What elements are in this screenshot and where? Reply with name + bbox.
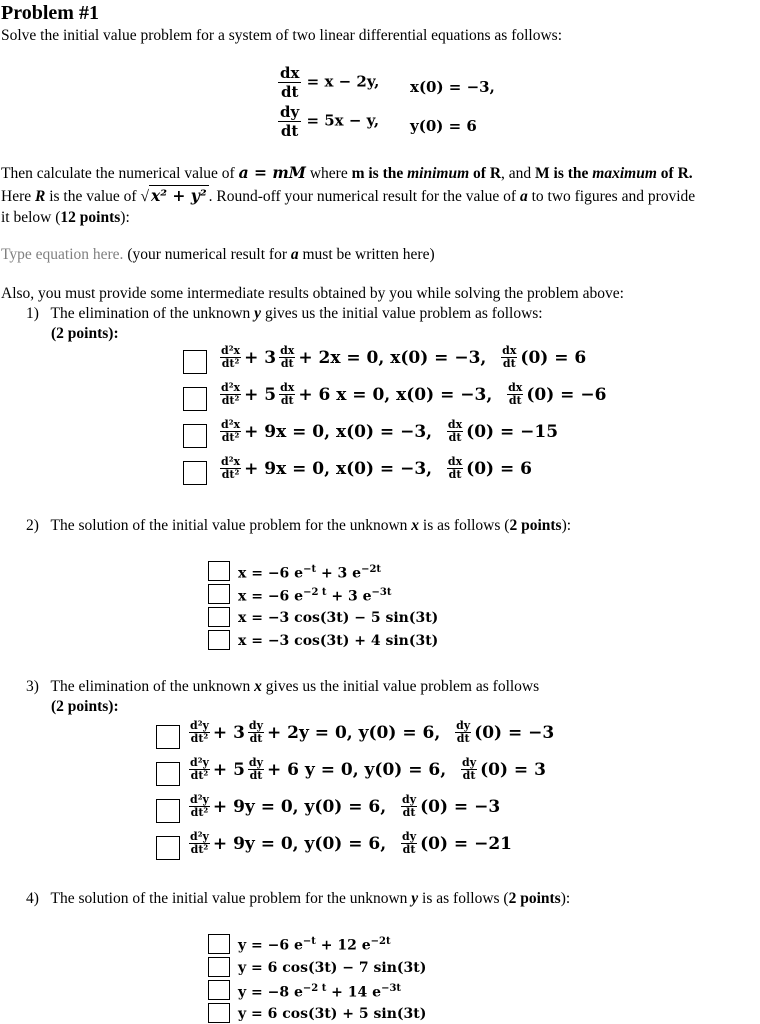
q2-option-3: x = −3 cos(3t) − 5 sin(3t): [238, 610, 439, 626]
dt-label: dt: [281, 83, 299, 101]
task-line-1: Then calculate the numerical value of a = mM where m is the minimum of R, and M is the maximum of R.: [1, 163, 693, 182]
q4-option-4: y = 6 cos(3t) + 5 sin(3t): [238, 1006, 427, 1022]
q4-option-2-checkbox[interactable]: [208, 957, 230, 977]
initial-condition-y: y(0) = 6: [410, 117, 477, 135]
q1-option-1-checkbox[interactable]: [183, 350, 207, 374]
q2-option-2: x = −6 $e^{-2 t} + 3$ $e^{-3t}$: [238, 587, 392, 605]
q1-option-3-checkbox[interactable]: [183, 424, 207, 448]
answer-placeholder[interactable]: Type equation here.: [1, 246, 124, 263]
q1-option-3: $\frac{\text{d²x}}{\text{dt²}}$ + 9x = 0, x(0) = −3, $\frac{dx}{dt}$ (0) = −15: [221, 418, 559, 444]
system-equation-2: [278, 103, 379, 140]
question-4-text: 4) The solution of the initial value problem for the unknown y is as follows (2 points):: [26, 890, 571, 907]
also-text: Also, you must provide some intermediate results obtained by you while solving the problem above:: [1, 285, 624, 302]
dx-label: dx: [280, 64, 300, 82]
q2-option-3-checkbox[interactable]: [208, 607, 230, 627]
q4-option-3: y = −8 $e^{-2 t} + 14$ $e^{-3t}$: [238, 983, 402, 1001]
q1-option-2: $\frac{\text{d²x}}{\text{dt²}}$ + 5 $\frac{dx}{dt}$ + 6 x = 0, x(0) = −3, $\frac{dx}{dt}$ (0) = −6: [221, 381, 607, 407]
intro-text: Solve the initial value problem for a system of two linear differential equations as follows:: [1, 27, 563, 44]
page-title: Problem #1: [1, 2, 99, 24]
q2-option-2-checkbox[interactable]: [208, 584, 230, 604]
dy-label: dy: [280, 103, 300, 121]
q1-option-1: $\frac{\text{d²x}}{\text{dt²}}$ + 3 $\frac{dx}{dt}$ + 2x = 0, x(0) = −3, $\frac{dx}{dt}$ (0) = 6: [221, 344, 587, 370]
q3-option-4: $\frac{\text{d²y}}{\text{dt²}}$ + 9y = 0, y(0) = 6, $\frac{dy}{dt}$ (0) = −21: [190, 830, 512, 856]
q4-option-4-checkbox[interactable]: [208, 1003, 230, 1023]
q2-option-4: x = −3 cos(3t) + 4 sin(3t): [238, 633, 439, 649]
question-2-text: 2) The solution of the initial value problem for the unknown x is as follows (2 points):: [26, 517, 572, 534]
q3-option-4-checkbox[interactable]: [156, 836, 180, 860]
q4-option-2: y = 6 cos(3t) − 7 sin(3t): [238, 960, 427, 976]
system-equation-1: [278, 64, 379, 101]
eq1-rhs: = x − 2y,: [306, 72, 380, 91]
q3-option-3: $\frac{\text{d²y}}{\text{dt²}}$ + 9y = 0, y(0) = 6, $\frac{dy}{dt}$ (0) = −3: [190, 793, 501, 819]
initial-condition-x: x(0) = −3,: [410, 78, 495, 96]
q3-option-2: $\frac{\text{d²y}}{\text{dt²}}$ + 5 $\frac{dy}{dt}$ + 6 y = 0, y(0) = 6, $\frac{dy}{dt}$ (0) = 3: [190, 756, 546, 782]
task-line-2: Here R is the value of √ x² + y² . Round-off your numerical result for the value of a to two figures and provide: [1, 186, 696, 205]
eq2-rhs: = 5x − y,: [306, 111, 380, 130]
question-1-points: (2 points):: [51, 325, 119, 342]
q3-option-2-checkbox[interactable]: [156, 762, 180, 786]
q2-option-1-checkbox[interactable]: [208, 561, 230, 581]
q1-option-4: $\frac{\text{d²x}}{\text{dt²}}$ + 9x = 0, x(0) = −3, $\frac{dx}{dt}$ (0) = 6: [221, 455, 532, 481]
q4-option-1: y = −6 $e^{-t} + 12$ $e^{-2t}$: [238, 936, 391, 954]
q3-option-1-checkbox[interactable]: [156, 725, 180, 749]
task-line-3: it below (12 points):: [1, 209, 130, 226]
q3-option-3-checkbox[interactable]: [156, 799, 180, 823]
dt-label: dt: [280, 122, 299, 140]
q3-option-1: $\frac{\text{d²y}}{\text{dt²}}$ + 3 $\frac{dy}{dt}$ + 2y = 0, y(0) = 6, $\frac{dy}{dt}$ (0) = −3: [190, 719, 555, 745]
question-3-text: 3) The elimination of the unknown x gives us the initial value problem as follows: [26, 678, 540, 695]
q2-option-4-checkbox[interactable]: [208, 630, 230, 650]
q1-option-2-checkbox[interactable]: [183, 387, 207, 411]
q4-option-1-checkbox[interactable]: [208, 934, 230, 954]
q2-option-1: x = −6 $e^{-t} + 3$ $e^{-2t}$: [238, 564, 382, 582]
q1-option-4-checkbox[interactable]: [183, 461, 207, 485]
question-3-points: (2 points):: [51, 698, 119, 715]
question-1-text: 1) The elimination of the unknown y gives us the initial value problem as follows:: [26, 305, 543, 322]
answer-field[interactable]: Type equation here. (your numerical result for a must be written here): [1, 246, 435, 263]
q4-option-3-checkbox[interactable]: [208, 980, 230, 1000]
